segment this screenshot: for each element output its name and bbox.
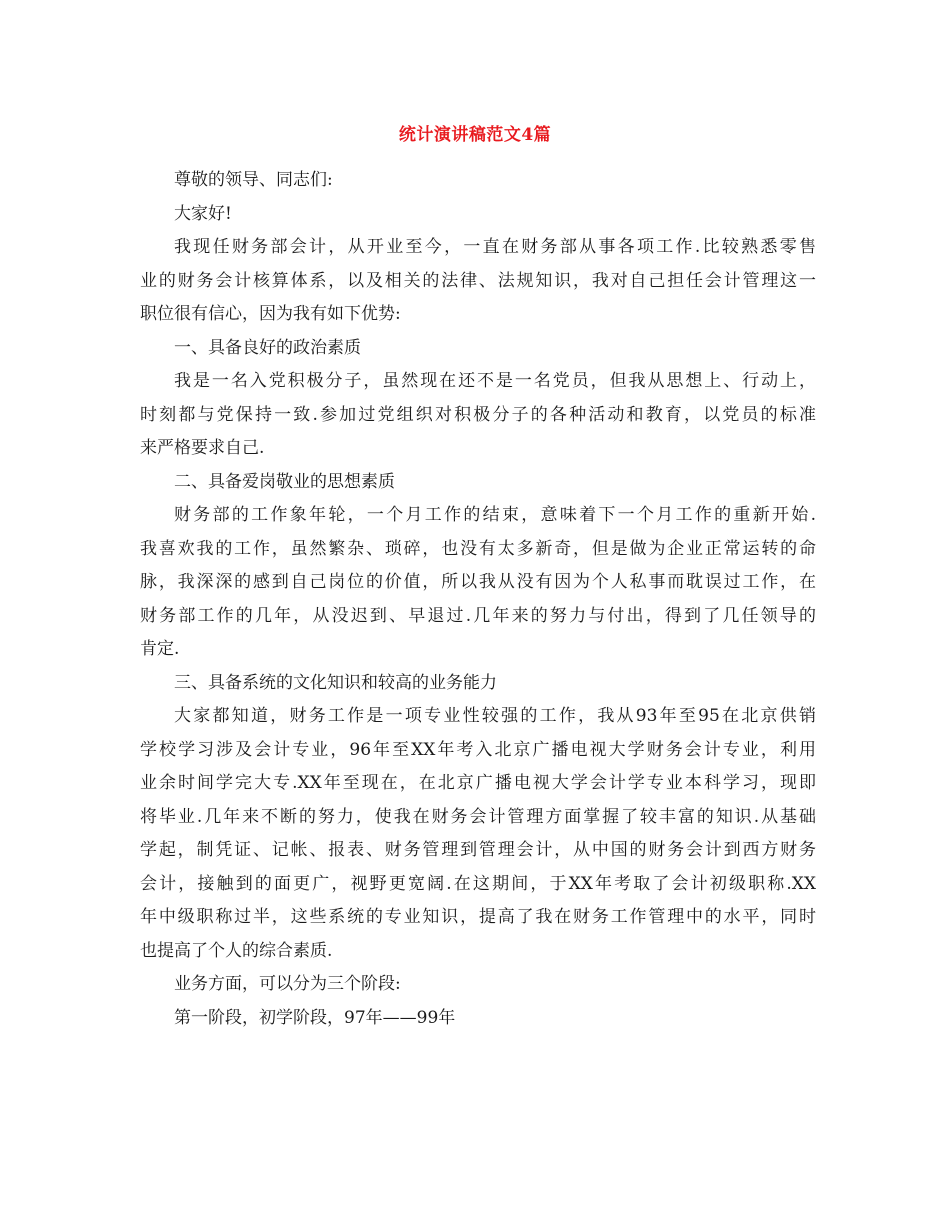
text-line: 会计，接触到的面更广，视野更宽阔.在这期间，于XX年考取了会计初级职称.XX <box>140 873 816 894</box>
text-line: 年中级职称过半，这些系统的专业知识，提高了我在财务工作管理中的水平，同时 <box>140 907 816 927</box>
text-line: 肯定. <box>140 639 180 659</box>
text-line: 财务部工作的几年，从没迟到、早退过.几年来的努力与付出，得到了几任领导的 <box>140 605 816 626</box>
text-line: 一、具备良好的政治素质 <box>174 337 361 358</box>
document-title: 统计演讲稿范文4篇 <box>398 125 552 145</box>
text-line: 大家都知道，财务工作是一项专业性较强的工作，我从93年至95在北京供销 <box>174 706 816 726</box>
text-line: 我现任财务部会计，从开业至今，一直在财务部从事各项工作.比较熟悉零售 <box>174 237 816 257</box>
text-line: 我是一名入党积极分子，虽然现在还不是一名党员，但我从思想上、行动上， <box>174 371 816 391</box>
text-line: 业务方面，可以分为三个阶段: <box>174 974 401 994</box>
text-line: 我喜欢我的工作，虽然繁杂、琐碎，也没有太多新奇，但是做为企业正常运转的命 <box>140 538 816 559</box>
text-line: 业余时间学完大专.XX年至现在，在北京广播电视大学会计学专业本科学习，现即 <box>140 773 816 793</box>
text-line: 财务部的工作象年轮，一个月工作的结束，意味着下一个月工作的重新开始. <box>174 505 816 525</box>
text-line: 将毕业.几年来不断的努力，使我在财务会计管理方面掌握了较丰富的知识.从基础 <box>140 806 816 827</box>
text-line: 学起，制凭证、记帐、报表、财务管理到管理会计，从中国的财务会计到西方财务 <box>140 840 816 860</box>
document-body <box>140 164 816 1035</box>
text-line: 时刻都与党保持一致.参加过党组织对积极分子的各种活动和教育，以党员的标准 <box>140 404 816 425</box>
text-line: 学校学习涉及会计专业，96年至XX年考入北京广播电视大学财务会计专业，利用 <box>140 739 816 760</box>
text-line: 三、具备系统的文化知识和较高的业务能力 <box>174 672 497 693</box>
text-line: 大家好! <box>174 203 232 224</box>
text-line: 职位很有信心，因为我有如下优势: <box>140 304 401 324</box>
text-line: 二、具备爱岗敬业的思想素质 <box>174 471 395 492</box>
text-line: 脉，我深深的感到自己岗位的价值，所以我从没有因为个人私事而耽误过工作，在 <box>140 572 816 592</box>
text-line: 也提高了个人的综合素质. <box>140 940 333 961</box>
text-line: 业的财务会计核算体系，以及相关的法律、法规知识，我对自己担任会计管理这一 <box>140 270 816 291</box>
text-line: 来严格要求自己. <box>140 438 265 458</box>
text-line: 尊敬的领导、同志们: <box>174 170 333 190</box>
text-line: 第一阶段，初学阶段，97年——99年 <box>174 1007 456 1028</box>
